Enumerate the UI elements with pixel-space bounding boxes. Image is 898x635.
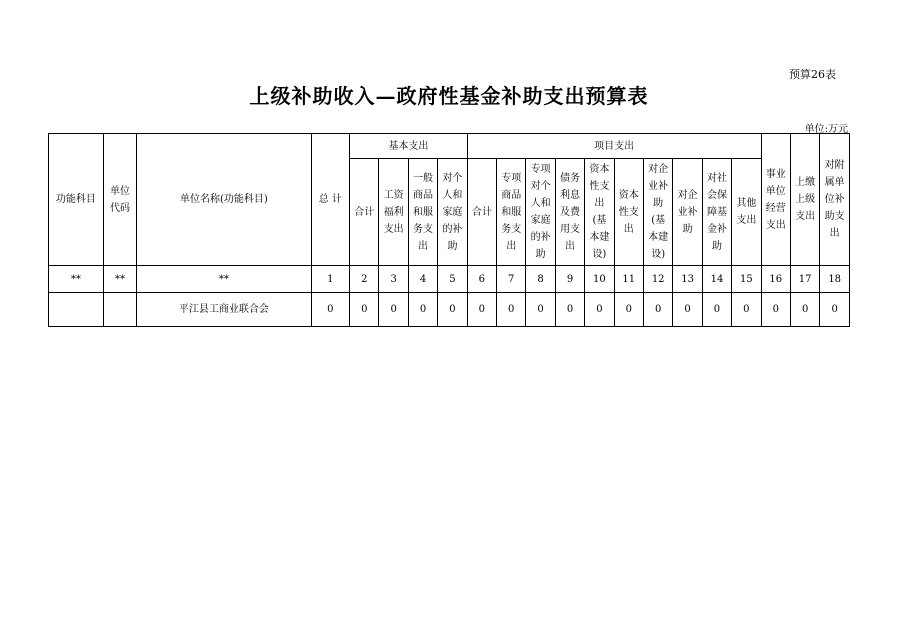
header-basic-col-4-label: 对个人和家庭的补助 bbox=[442, 172, 463, 252]
header-basic-col-2 bbox=[379, 159, 408, 266]
index-cell: 16 bbox=[761, 266, 790, 293]
row-value-cell: 0 bbox=[497, 293, 526, 327]
header-project-col-6-label: 资本性支出 bbox=[618, 189, 639, 235]
index-cell: 3 bbox=[379, 266, 408, 293]
header-basic-col-3-label: 一般商品和服务支出 bbox=[413, 172, 434, 252]
header-unit-code-label: 单位代码 bbox=[109, 185, 130, 214]
header-col-16 bbox=[761, 134, 790, 266]
row-value-cell: 0 bbox=[408, 293, 437, 327]
header-project-col-3 bbox=[526, 159, 555, 266]
index-cell: 4 bbox=[408, 266, 437, 293]
row-unit-name: 平江县工商业联合会 bbox=[137, 293, 311, 327]
row-value-cell: 0 bbox=[555, 293, 584, 327]
header-func-subject: 功能科目 bbox=[49, 134, 104, 266]
header-col-16-label: 事业单位经营支出 bbox=[765, 168, 786, 231]
index-cell: 5 bbox=[438, 266, 467, 293]
header-project-col-9 bbox=[702, 159, 731, 266]
row-value-cell: 0 bbox=[790, 293, 819, 327]
row-value-cell: 0 bbox=[438, 293, 467, 327]
index-cell: ** bbox=[49, 266, 104, 293]
index-cell: 14 bbox=[702, 266, 731, 293]
index-cell: 1 bbox=[311, 266, 350, 293]
header-basic-expenditure: 基本支出 bbox=[350, 134, 468, 159]
row-value-cell: 0 bbox=[643, 293, 672, 327]
header-project-col-9-label: 对社会保障基金补助 bbox=[706, 172, 727, 252]
row-value-cell: 0 bbox=[350, 293, 379, 327]
row-value-cell: 0 bbox=[526, 293, 555, 327]
header-row-group bbox=[49, 134, 850, 159]
header-project-col-4-label: 债务利息及费用支出 bbox=[560, 172, 580, 252]
header-basic-col-2-label: 工资福利支出 bbox=[383, 189, 404, 235]
row-value-cell: 0 bbox=[614, 293, 643, 327]
index-cell: 11 bbox=[614, 266, 643, 293]
page-title: 上级补助收入—政府性基金补助支出预算表 bbox=[249, 84, 649, 108]
header-project-col-1 bbox=[467, 159, 496, 266]
index-cell: 15 bbox=[732, 266, 761, 293]
header-project-col-10-label: 其他支出 bbox=[736, 198, 757, 226]
index-cell: 8 bbox=[526, 266, 555, 293]
header-project-col-6 bbox=[614, 159, 643, 266]
index-cell: 12 bbox=[643, 266, 672, 293]
header-col-18 bbox=[820, 134, 850, 266]
index-cell: 9 bbox=[555, 266, 584, 293]
header-basic-col-1 bbox=[350, 159, 379, 266]
header-project-col-10 bbox=[732, 159, 761, 266]
header-project-col-8 bbox=[673, 159, 702, 266]
row-value-cell: 0 bbox=[702, 293, 731, 327]
index-cell: 7 bbox=[497, 266, 526, 293]
row-value-cell: 0 bbox=[732, 293, 761, 327]
header-project-col-1-label: 合计 bbox=[471, 206, 492, 218]
header-project-expenditure: 项目支出 bbox=[467, 134, 761, 159]
index-cell: 13 bbox=[673, 266, 702, 293]
header-project-col-7 bbox=[643, 159, 672, 266]
header-total: 总 计 bbox=[311, 134, 350, 266]
row-value-cell: 0 bbox=[311, 293, 350, 327]
row-func-subject bbox=[49, 293, 104, 327]
header-unit-name: 单位名称(功能科目) bbox=[137, 134, 311, 266]
index-cell: ** bbox=[103, 266, 136, 293]
index-cell: ** bbox=[137, 266, 311, 293]
header-project-col-2-label: 专项商品和服务支出 bbox=[501, 172, 522, 252]
index-cell: 10 bbox=[585, 266, 614, 293]
form-number: 预算26表 bbox=[789, 68, 836, 81]
row-value-cell: 0 bbox=[820, 293, 850, 327]
header-project-col-4 bbox=[555, 159, 584, 266]
index-cell: 2 bbox=[350, 266, 379, 293]
header-basic-col-3 bbox=[408, 159, 437, 266]
unit-label: 单位:万元 bbox=[804, 124, 848, 135]
header-project-col-2 bbox=[497, 159, 526, 266]
header-basic-col-1-label: 合计 bbox=[354, 206, 375, 218]
index-row bbox=[49, 266, 850, 293]
row-value-cell: 0 bbox=[379, 293, 408, 327]
header-col-17-label: 上缴上级支出 bbox=[795, 177, 816, 222]
row-value-cell: 0 bbox=[467, 293, 496, 327]
header-project-col-5-label: 资本性支出(基本建设) bbox=[589, 164, 610, 260]
index-cell: 6 bbox=[467, 266, 496, 293]
row-value-cell: 0 bbox=[761, 293, 790, 327]
index-cell: 17 bbox=[790, 266, 819, 293]
header-col-17 bbox=[790, 134, 819, 266]
index-cell: 18 bbox=[820, 266, 850, 293]
budget-table bbox=[48, 133, 850, 327]
table-row bbox=[49, 293, 850, 327]
header-project-col-3-label: 专项对个人和家庭的补助 bbox=[530, 164, 551, 260]
row-value-cell: 0 bbox=[673, 293, 702, 327]
row-value-cell: 0 bbox=[585, 293, 614, 327]
header-basic-col-4 bbox=[438, 159, 467, 266]
header-col-18-label: 对附属单位补助支出 bbox=[824, 160, 845, 239]
header-project-col-7-label: 对企业补助(基本建设) bbox=[648, 164, 669, 260]
header-unit-code bbox=[103, 134, 136, 266]
header-project-col-8-label: 对企业补助 bbox=[677, 189, 698, 235]
row-unit-code bbox=[103, 293, 136, 327]
header-project-col-5 bbox=[585, 159, 614, 266]
